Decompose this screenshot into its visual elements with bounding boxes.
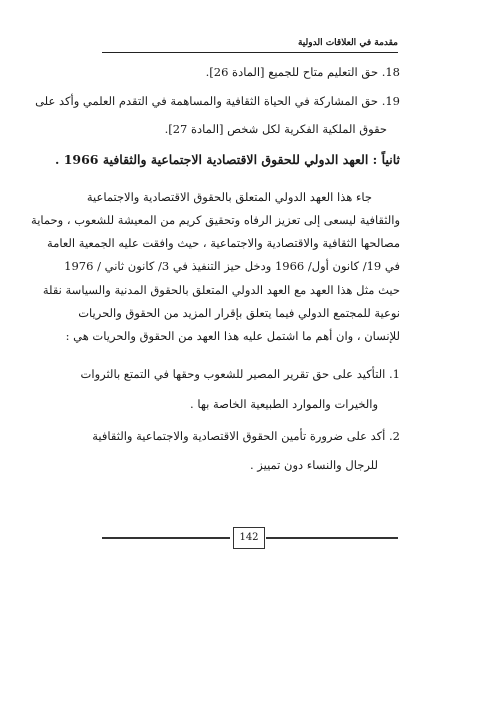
running-header bbox=[102, 36, 398, 53]
paragraph-line-2: والثقافية ليسعى إلى تعزيز الرفاه وتحقيق كريم من المعيشة للشعوب ، وحماية bbox=[31, 213, 400, 227]
paragraph-line-7: للإنسان ، وان أهم ما اشتمل عليه هذا العهد من الحقوق والحريات هي : bbox=[65, 329, 400, 343]
section-heading: ثانياً : العهد الدولي للحقوق الاقتصادية الاجتماعية والثقافية 1966 . bbox=[54, 152, 400, 167]
list-item-18: 18. حق التعليم متاح للجميع [المادة 26]. bbox=[205, 65, 400, 79]
list-item-19-line-2: حقوق الملكية الفكرية لكل شخص [المادة 27]. bbox=[164, 122, 387, 136]
page-number: 142 bbox=[233, 527, 265, 549]
paragraph-line-1: جاء هذا العهد الدولي المتعلق بالحقوق الاقتصادية والاجتماعية bbox=[86, 190, 372, 204]
paragraph-line-3: مصالحها الثقافية والاقتصادية والاجتماعية ، حيث وافقت عليه الجمعية العامة bbox=[47, 236, 400, 250]
footer-rule-right bbox=[266, 537, 398, 539]
header-title: مقدمة في العلاقات الدولية bbox=[297, 38, 398, 48]
paragraph-line-4: في 19/ كانون أول/ 1966 ودخل حيز التنفيذ في 3/ كانون ثاني / 1976 bbox=[64, 259, 400, 273]
list-item-19-line-1: 19. حق المشاركة في الحياة الثقافية والمساهمة في التقدم العلمي وأكد على bbox=[35, 94, 400, 108]
list-item-1-line-2: والخيرات والموارد الطبيعية الخاصة بها . bbox=[190, 397, 378, 411]
footer-rule-left bbox=[102, 537, 230, 539]
paragraph-line-5: حيث مثل هذا العهد مع العهد الدولي المتعلق بالحقوق المدنية والسياسة نقلة bbox=[42, 283, 400, 297]
list-item-2-line-1: 2. أكد على ضرورة تأمين الحقوق الاقتصادية والاجتماعية والثقافية bbox=[92, 429, 400, 443]
paragraph-line-6: نوعية للمجتمع الدولي فيما يتعلق بإقرار المزيد من الحقوق والحريات bbox=[78, 306, 400, 320]
list-item-2-line-2: للرجال والنساء دون تمييز . bbox=[249, 458, 378, 472]
list-item-1-line-1: 1. التأكيد على حق تقرير المصير للشعوب وحقها في التمتع بالثروات bbox=[80, 367, 400, 381]
